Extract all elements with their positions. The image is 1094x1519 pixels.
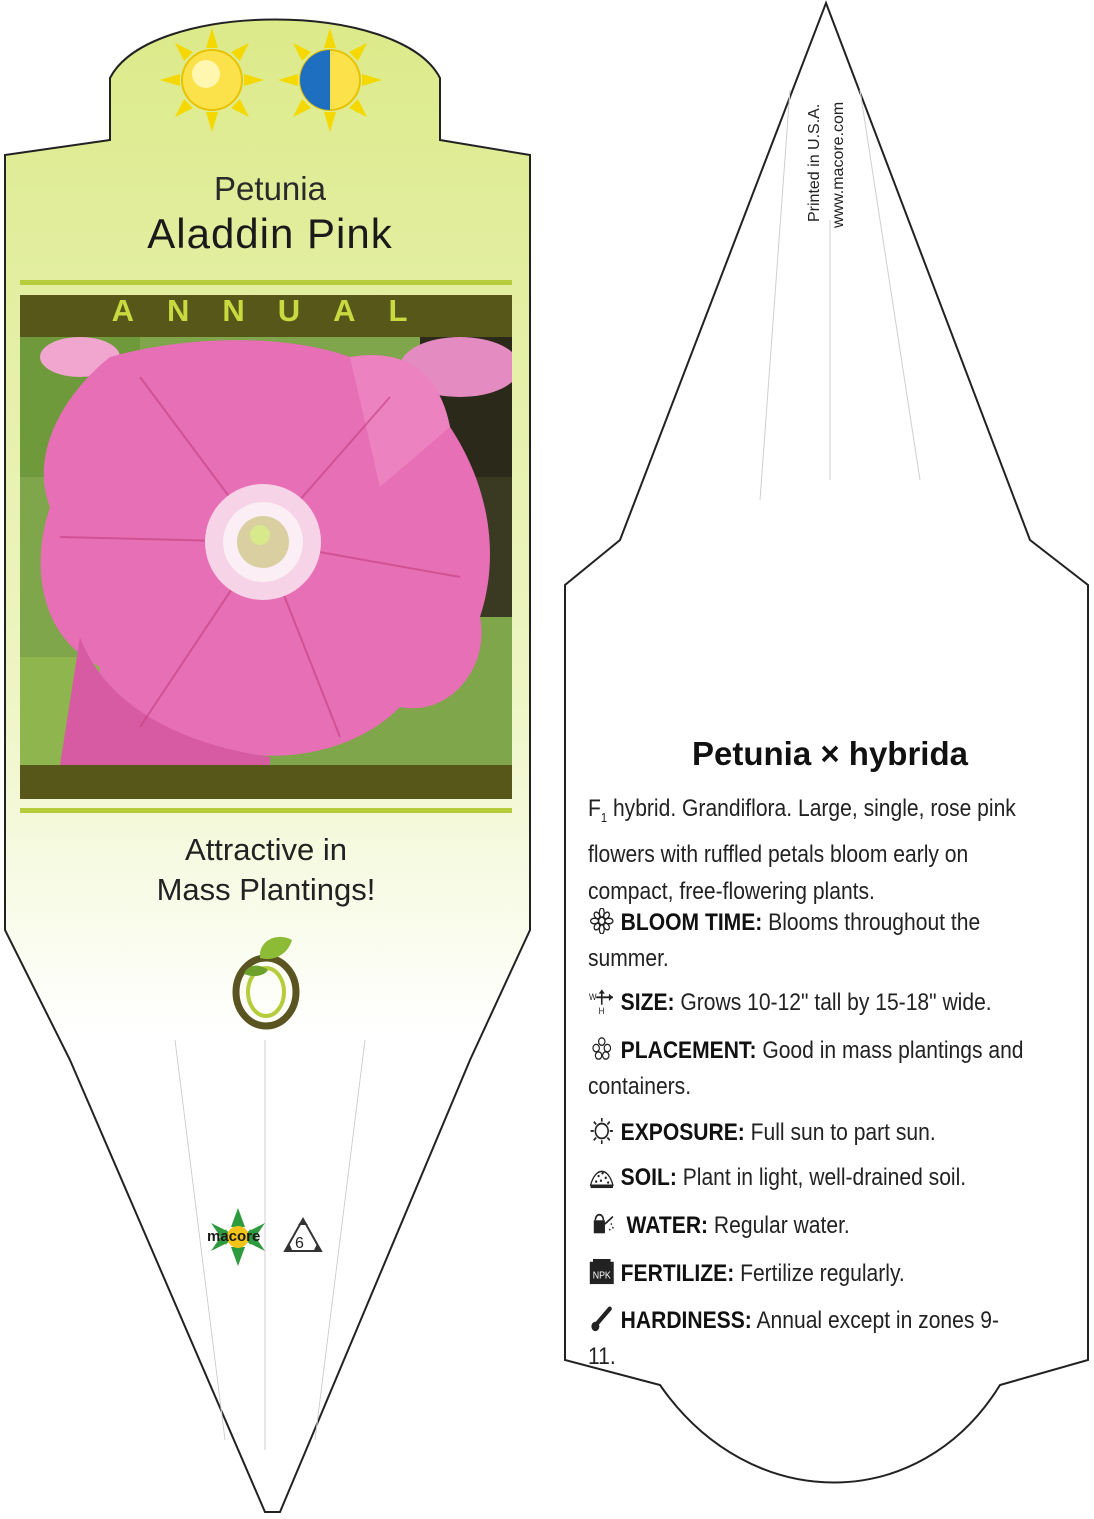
flower-photo [20, 337, 512, 765]
common-name: Petunia [214, 170, 326, 207]
info-exposure: EXPOSURE: Full sun to part sun. [588, 1115, 1027, 1151]
brand-name: macore [207, 1228, 261, 1245]
divider [20, 280, 512, 285]
full-sun-icon [160, 28, 264, 132]
npk-icon [588, 1259, 616, 1285]
divider [20, 808, 512, 813]
svg-text:W: W [588, 991, 597, 1003]
tagline-line1: Attractive in [185, 832, 347, 867]
description: $F_1$ hybrid. Grandiflora. Large, single, rose pink flowers with ruffled petals bloom early on compact, free-flowering plants. [588, 795, 1016, 905]
plant-type-label: ANNUAL [111, 293, 441, 328]
flower-icon [588, 908, 616, 934]
tagline-line2: Mass Plantings! [156, 872, 376, 907]
info-size: W H SIZE: Grows 10-12" tall by 15-18" wide. [588, 989, 992, 1016]
info-hardiness: HARDINESS: Annual except in zones 9-11. [588, 1307, 999, 1370]
photo-bottom-band [20, 765, 512, 799]
leaf-logo-icon [228, 930, 308, 1030]
watering-can-icon [588, 1211, 616, 1237]
recycle-code: 6 [295, 1235, 304, 1252]
info-placement: PLACEMENT: Good in mass plantings and containers. [588, 1037, 1024, 1100]
info-bloom-time: BLOOM TIME: Blooms throughout the summer. [588, 909, 981, 972]
info-fertilize: NPK FERTILIZE: Fertilize regularly. [588, 1256, 1027, 1292]
svg-text:NPK: NPK [592, 1269, 611, 1282]
botanical-name: Petunia × hybrida [692, 735, 968, 772]
info-soil: SOIL: Plant in light, well-drained soil. [588, 1160, 1027, 1196]
placement-icon [588, 1036, 616, 1062]
soil-icon [588, 1163, 616, 1189]
svg-text:H: H [598, 1005, 605, 1014]
info-water: WATER: Regular water. [588, 1208, 1027, 1244]
thermometer-icon [588, 1306, 616, 1332]
website-text: www.macore.com [830, 101, 847, 228]
tagline [60, 830, 472, 910]
part-sun-icon [278, 28, 382, 132]
printed-in-text: Printed in U.S.A. [806, 103, 823, 222]
size-icon [588, 988, 616, 1014]
variety-name: Aladdin Pink [147, 210, 393, 257]
sun-icon [588, 1118, 616, 1144]
